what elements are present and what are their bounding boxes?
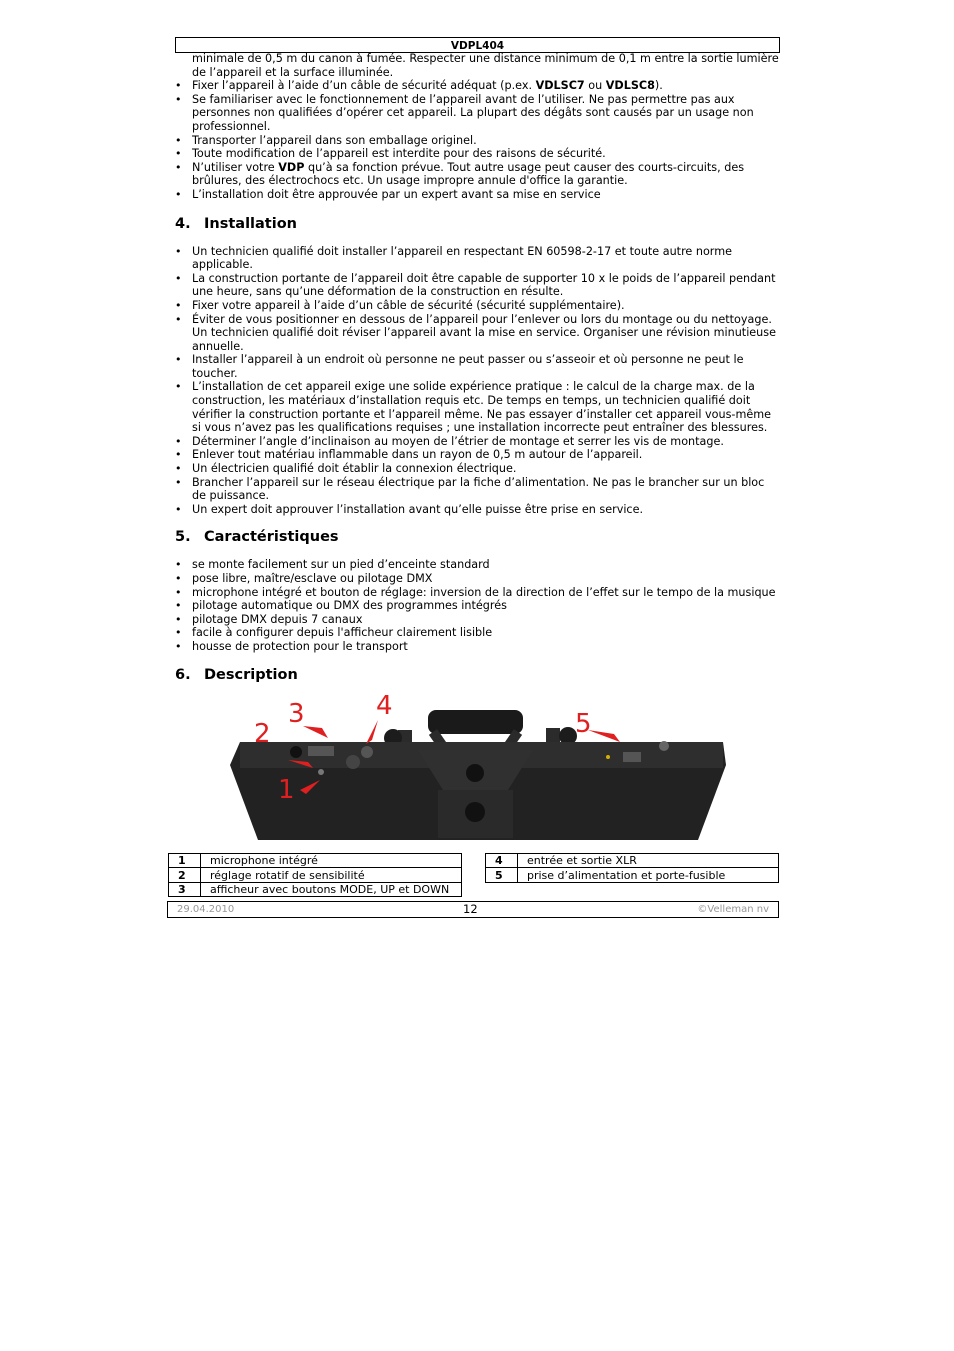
footer-date: 29.04.2010: [177, 904, 235, 915]
page-number: 12: [463, 902, 478, 916]
list-item: • microphone intégré et bouton de réglage: inversion de la direction de l’effet sur le tempo de la musique: [175, 586, 779, 600]
list-item: • Éviter de vous positionner en dessous de l’appareil pour l’enlever ou lors du montage ou du nettoyage. Un technicien qualifié doit réviser l’appareil avant la mise en service. Organiser une révision minutieuse annuelle.: [175, 313, 779, 354]
callout-3: 3: [288, 699, 305, 729]
list-item: • Enlever tout matériau inflammable dans un rayon de 0,5 m autour de l’appareil.: [175, 448, 779, 462]
list-item: • N’utiliser votre VDP qu’à sa fonction prévue. Tout autre usage peut causer des courts-circuits, des brûlures, des électrochocs etc. Un usage impropre annule d'office la garantie.: [175, 161, 779, 188]
device-photo: [228, 690, 728, 845]
features-list: [175, 558, 779, 653]
list-item: • Brancher l’appareil sur le réseau électrique par la fiche d’alimentation. Ne pas le brancher sur un bloc de puissance.: [175, 476, 779, 503]
list-item: minimale de 0,5 m du canon à fumée. Respecter une distance minimum de 0,1 m entre la sortie lumière de l’appareil et la surface illuminée.: [192, 52, 779, 79]
table-row: 2 réglage rotatif de sensibilité: [169, 868, 462, 882]
table-row: 4 entrée et sortie XLR: [486, 854, 779, 868]
legend-table-right: [485, 853, 779, 883]
list-item: • Un technicien qualifié doit installer l’appareil en respectant EN 60598-2-17 et toute autre norme applicable.: [175, 245, 779, 272]
installation-list: [175, 245, 779, 517]
page-content: [175, 52, 779, 684]
list-item: • L’installation de cet appareil exige une solide expérience pratique : le calcul de la charge max. de la construction, les matériaux d’installation requis etc. De temps en temps, un technicien qualifié doit vérifier la construction portante et l’appareil même. Ne pas essayer d’installer cet appareil vous-même si vous n’avez pas les qualifications requises ; une installation incorrecte peut entraîner des blessures.: [175, 380, 779, 434]
table-row: 1 microphone intégré: [169, 854, 462, 868]
list-item: • Se familiariser avec le fonctionnement de l’appareil avant de l’utiliser. Ne pas permettre pas aux personnes non qualifiées d’opérer cet appareil. La plupart des dégâts sont causés par un usage non professionnel.: [175, 93, 779, 134]
footer-copyright: ©Velleman nv: [697, 904, 769, 915]
list-item: • Un expert doit approuver l’installation avant qu’elle puisse être prise en service.: [175, 503, 779, 517]
header-model: VDPL404: [175, 37, 780, 53]
list-item: • La construction portante de l’appareil doit être capable de supporter 10 x le poids de l’appareil pendant une heure, sans qu’une déformation de la construction en résulte.: [175, 272, 779, 299]
intro-list: [175, 52, 779, 202]
section-heading-features: 5. Caractéristiques: [175, 529, 339, 546]
list-item: • se monte facilement sur un pied d’enceinte standard: [175, 558, 779, 572]
table-row: 5 prise d’alimentation et porte-fusible: [486, 868, 779, 882]
list-item: • Fixer votre appareil à l’aide d’un câble de sécurité (sécurité supplémentaire).: [175, 299, 779, 313]
list-item: • Un électricien qualifié doit établir la connexion électrique.: [175, 462, 779, 476]
section-heading-description: 6. Description: [175, 666, 298, 683]
list-item: • housse de protection pour le transport: [175, 640, 779, 654]
list-item: • Fixer l’appareil à l’aide d’un câble de sécurité adéquat (p.ex. VDLSC7 ou VDLSC8).: [175, 79, 779, 93]
callout-4: 4: [376, 691, 393, 721]
list-item: • Installer l’appareil à un endroit où personne ne peut passer ou s’asseoir et où personne ne peut le toucher.: [175, 353, 779, 380]
list-item: • pilotage automatique ou DMX des programmes intégrés: [175, 599, 779, 613]
list-item: • pose libre, maître/esclave ou pilotage DMX: [175, 572, 779, 586]
callout-1: 1: [278, 775, 295, 805]
list-item: • Toute modification de l’appareil est interdite pour des raisons de sécurité.: [175, 147, 779, 161]
callout-2: 2: [254, 719, 271, 749]
callout-5: 5: [575, 709, 592, 739]
list-item: • pilotage DMX depuis 7 canaux: [175, 613, 779, 627]
table-row: 3 afficheur avec boutons MODE, UP et DOWN: [169, 882, 462, 896]
list-item: • facile à configurer depuis l'afficheur clairement lisible: [175, 626, 779, 640]
footer: [167, 901, 779, 918]
legend-table-left: [168, 853, 462, 897]
section-heading-installation: 4. Installation: [175, 215, 297, 232]
list-item: • Transporter l’appareil dans son emballage originel.: [175, 134, 779, 148]
list-item: • Déterminer l’angle d’inclinaison au moyen de l’étrier de montage et serrer les vis de montage.: [175, 435, 779, 449]
list-item: • L’installation doit être approuvée par un expert avant sa mise en service: [175, 188, 779, 202]
